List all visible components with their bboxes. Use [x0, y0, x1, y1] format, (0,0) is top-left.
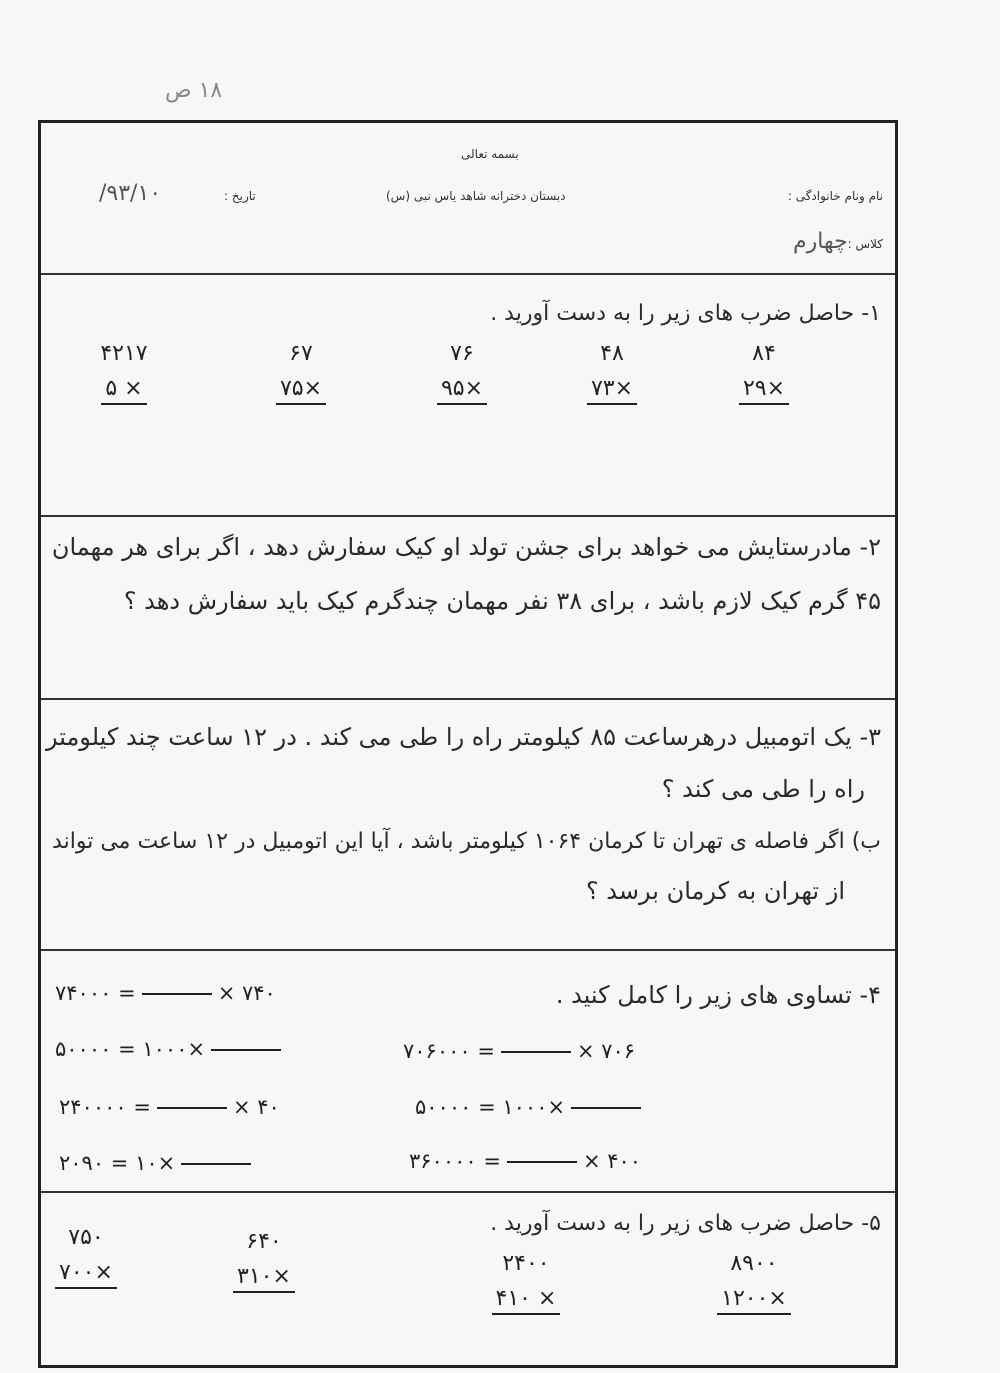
q4-equation — [415, 1095, 647, 1119]
q1-problem — [719, 341, 809, 405]
q5-title: ۵- حاصل ضرب های زیر را به دست آورید . — [490, 1211, 881, 1236]
q2-line-1: ۲- مادرستایش می خواهد برای جشن تولد او کیک سفارش دهد ، اگر برای هر مهمان — [51, 533, 881, 561]
q1-operand-bottom: ×۲۹ — [739, 376, 789, 405]
q3-line-1: ۳- یک اتومبیل درهرساعت ۸۵ کیلومتر راه را طی می کند . در ۱۲ ساعت چند کیلومتر — [45, 723, 881, 751]
divider — [41, 1191, 895, 1193]
q4-eq-right: ×۱۰۰۰ = ۵۰۰۰۰ — [55, 1037, 206, 1061]
q3-line-3: ب) اگر فاصله ی تهران تا کرمان ۱۰۶۴ کیلومتر باشد ، آیا این اتومبیل در ۱۲ ساعت می تواند — [52, 829, 881, 854]
q5-operand-top: ۷۵۰ — [68, 1225, 104, 1250]
q5-operand-top: ۶۴۰ — [246, 1229, 282, 1254]
q1-operand-bottom: ×۹۵ — [437, 376, 487, 405]
q4-eq-left: ۷۰۶ × — [576, 1039, 636, 1063]
q2-line-2: ۴۵ گرم کیک لازم باشد ، برای ۳۸ نفر مهمان چندگرم کیک باید سفارش دهد ؟ — [123, 587, 881, 615]
q1-operand-bottom: ×۷۵ — [276, 376, 326, 405]
q1-operand-bottom: × ۵ — [101, 376, 146, 405]
answer-blank[interactable] — [142, 993, 212, 995]
answer-blank[interactable] — [571, 1107, 641, 1109]
q5-operand-bottom: ×۱۲۰۰ — [717, 1286, 791, 1315]
date-value: ۹۳/۱۰/ — [99, 181, 162, 206]
q4-eq-left: ۴۰۰ × — [582, 1149, 642, 1173]
q5-operand-bottom: ×۷۰۰ — [55, 1260, 117, 1289]
q1-operand-top: ۷۶ — [450, 341, 474, 366]
school-name: دبستان دخترانه شاهد یاس نبی (س) — [386, 189, 566, 203]
q5-problem — [689, 1251, 819, 1315]
q4-eq-right: ×۱۰ = ۲۰۹۰ — [59, 1151, 176, 1175]
class-label: کلاس : — [847, 237, 883, 251]
answer-blank[interactable] — [501, 1051, 571, 1053]
q4-eq-left: ۴۰ × — [232, 1095, 280, 1119]
q4-equation — [59, 1095, 280, 1119]
q5-operand-top: ۸۹۰۰ — [730, 1251, 778, 1276]
q4-eq-right: ×۱۰۰۰ = ۵۰۰۰۰ — [415, 1095, 566, 1119]
q4-equation — [409, 1149, 641, 1173]
divider — [41, 698, 895, 700]
q1-operand-top: ۴۲۱۷ — [100, 341, 148, 366]
q1-operand-top: ۴۸ — [600, 341, 624, 366]
q1-problem — [59, 341, 189, 405]
class-value: چهارم — [793, 229, 848, 254]
q5-operand-bottom: × ۴۱۰ — [492, 1286, 561, 1315]
q4-eq-right: = ۳۶۰۰۰۰ — [409, 1149, 501, 1173]
answer-blank[interactable] — [181, 1163, 251, 1165]
date-label: تاریخ : — [224, 189, 256, 203]
q4-eq-right: = ۷۰۶۰۰۰ — [403, 1039, 495, 1063]
q5-operand-top: ۲۴۰۰ — [502, 1251, 550, 1276]
basmala: بسمه تعالی — [461, 147, 519, 161]
q4-equation — [55, 1037, 287, 1061]
q1-title: ۱- حاصل ضرب های زیر را به دست آورید . — [490, 301, 881, 326]
q3-line-4: از تهران به کرمان برسد ؟ — [585, 877, 845, 905]
q1-problem — [251, 341, 351, 405]
q1-operand-top: ۶۷ — [289, 341, 313, 366]
q1-problem — [567, 341, 657, 405]
q1-problem — [417, 341, 507, 405]
page-mark: ۱۸ ص — [165, 78, 223, 103]
divider — [41, 273, 895, 275]
q4-title: ۴- تساوی های زیر را کامل کنید . — [555, 981, 881, 1009]
q4-equation — [403, 1039, 635, 1063]
q4-equation — [55, 981, 276, 1005]
q1-operand-bottom: ×۷۳ — [587, 376, 637, 405]
divider — [41, 515, 895, 517]
q4-eq-right: = ۷۴۰۰۰ — [55, 981, 136, 1005]
q5-operand-bottom: ×۳۱۰ — [233, 1264, 295, 1293]
q1-operand-top: ۸۴ — [752, 341, 776, 366]
name-label: نام ونام خانوادگی : — [787, 189, 883, 203]
q4-eq-left: ۷۴۰ × — [217, 981, 276, 1005]
q3-line-2: راه را طی می کند ؟ — [661, 775, 865, 803]
q4-eq-right: = ۲۴۰۰۰۰ — [59, 1095, 151, 1119]
answer-blank[interactable] — [157, 1107, 227, 1109]
q5-problem — [209, 1229, 319, 1293]
q5-problem — [41, 1225, 131, 1289]
q4-equation — [59, 1151, 257, 1175]
divider — [41, 949, 895, 951]
answer-blank[interactable] — [211, 1049, 281, 1051]
q5-problem — [461, 1251, 591, 1315]
answer-blank[interactable] — [507, 1161, 577, 1163]
worksheet — [38, 120, 898, 1368]
